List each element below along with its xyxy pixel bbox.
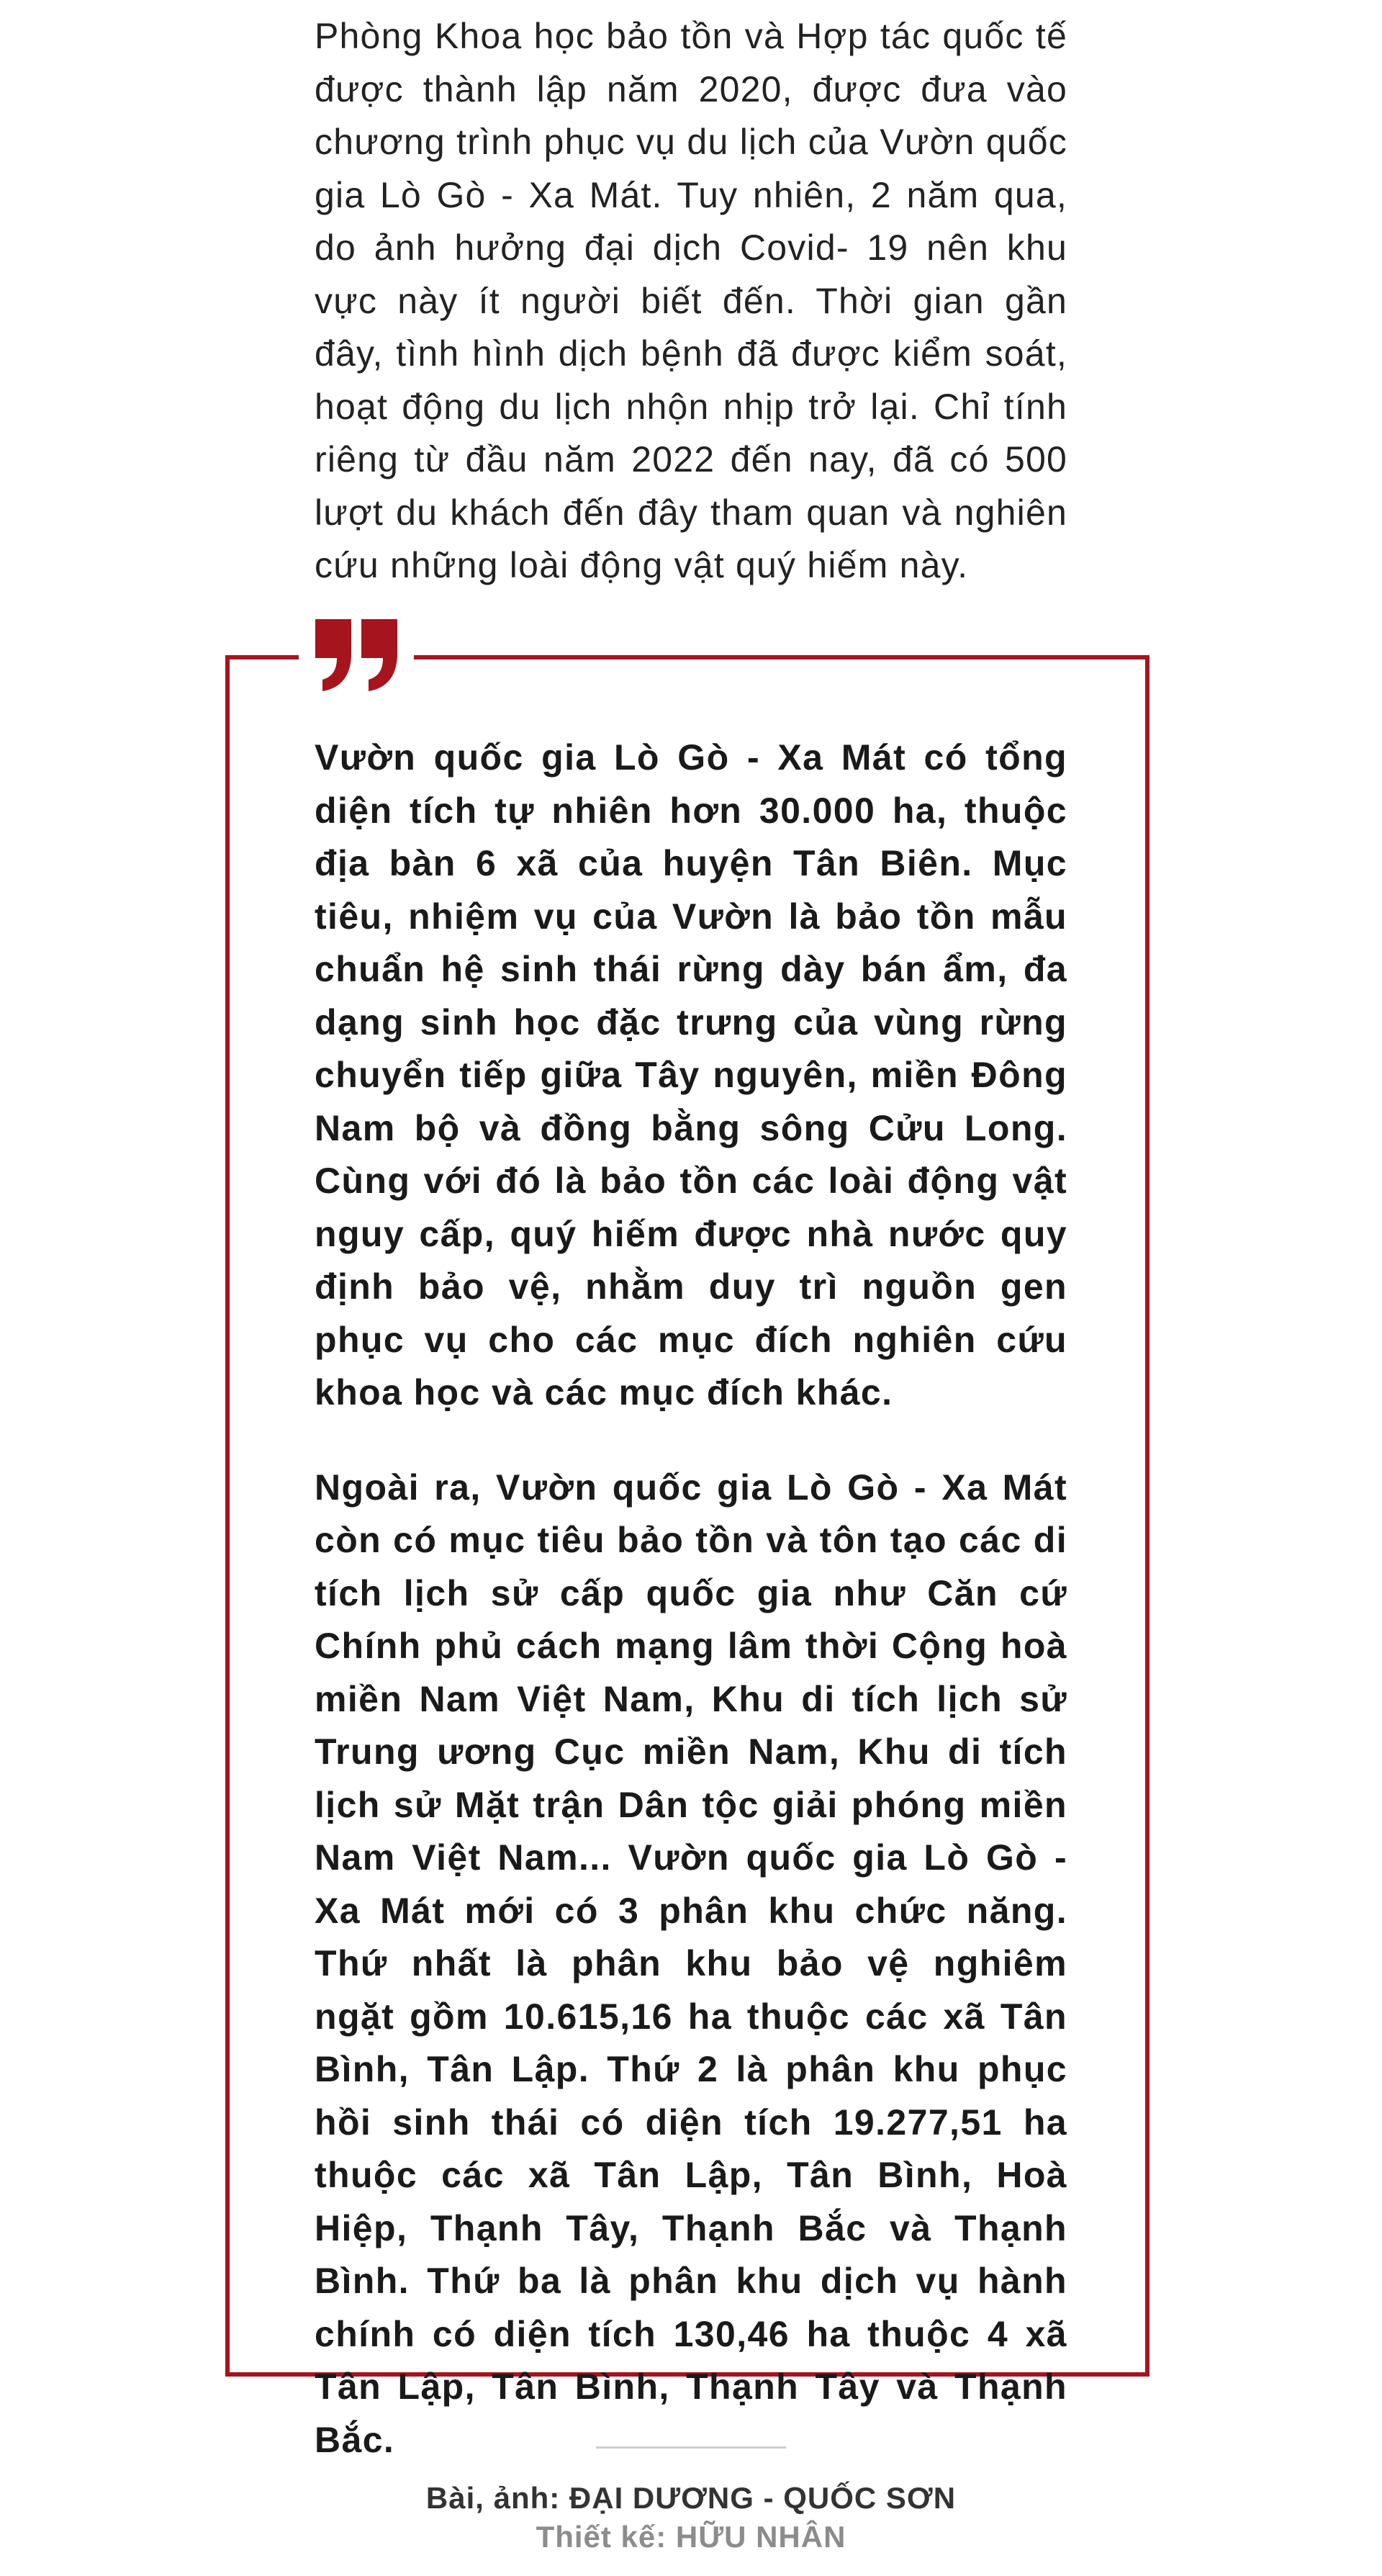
intro-paragraph: Phòng Khoa học bảo tồn và Hợp tác quốc tế được thành lập năm 2020, được đưa vào chương trình phục vụ du lịch của Vườn quốc gia Lò Gò - Xa Mát. Tuy nhiên, 2 năm qua, do ảnh hưởng đại dịch Covid- 19 nên khu vực này ít người biết đến. Thời gian gần đây, tình hình dịch bệnh đã được kiểm soát, hoạt động du lịch nhộn nhịp trở lại. Chỉ tính riêng từ đầu năm 2022 đến nay, đã có 500 lượt du khách đến đây tham quan và nghiên cứu những loài động vật quý hiếm này. xyxy=(315,16,1067,585)
credits-divider xyxy=(596,2446,786,2449)
design-credit: Thiết kế: HỮU NHÂN xyxy=(536,2520,846,2554)
quote-paragraph-1: Vườn quốc gia Lò Gò - Xa Mát có tổng diện tích tự nhiên hơn 30.000 ha, thuộc địa bàn 6 xã của huyện Tân Biên. Mục tiêu, nhiệm vụ của Vườn là bảo tồn mẫu chuẩn hệ sinh thái rừng dày bán ẩm, đa dạng sinh học đặc trưng của vùng rừng chuyển tiếp giữa Tây nguyên, miền Đông Nam bộ và đồng bằng sông Cửu Long. Cùng với đó là bảo tồn các loài động vật nguy cấp, quý hiếm được nhà nước quy định bảo vệ, nhằm duy trì nguồn gen phục vụ cho các mục đích nghiên cứu khoa học và các mục đích khác. xyxy=(315,737,1067,1413)
quote-paragraph-2: Ngoài ra, Vườn quốc gia Lò Gò - Xa Mát còn có mục tiêu bảo tồn và tôn tạo các di tích lịch sử cấp quốc gia như Căn cứ Chính phủ cách mạng lâm thời Cộng hoà miền Nam Việt Nam, Khu di tích lịch sử Trung ương Cục miền Nam, Khu di tích lịch sử Mặt trận Dân tộc giải phóng miền Nam Việt Nam... Vườn quốc gia Lò Gò - Xa Mát mới có 3 phân khu chức năng. Thứ nhất là phân khu bảo vệ nghiêm ngặt gồm 10.615,16 ha thuộc các xã Tân Bình, Tân Lập. Thứ 2 là phân khu phục hồi sinh thái có diện tích 19.277,51 ha thuộc các xã Tân Lập, Tân Bình, Hoà Hiệp, Thạnh Tây, Thạnh Bắc và Thạnh Bình. Thứ ba là phân khu dịch vụ hành chính có diện tích 130,46 ha thuộc 4 xã Tân Lập, Tân Bình, Thạnh Tây và Thạnh Bắc. xyxy=(315,1467,1067,2460)
quote-body xyxy=(315,731,1067,2467)
author-credit: Bài, ảnh: ĐẠI DƯƠNG - QUỐC SƠN xyxy=(425,2481,957,2515)
quote-mark-icon xyxy=(310,613,403,696)
